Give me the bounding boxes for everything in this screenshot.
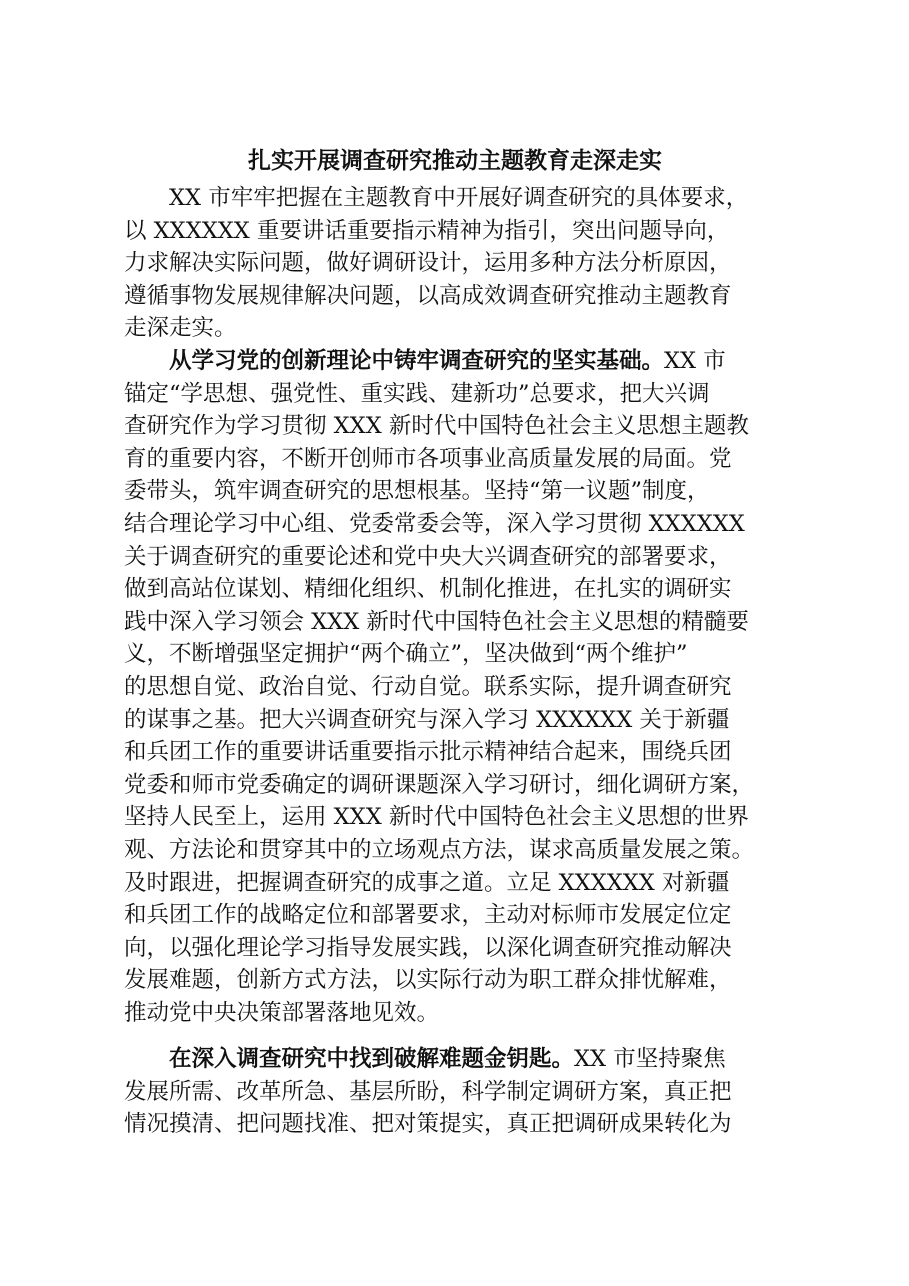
text-line: 关于调查研究的重要论述和党中央大兴调查研究的部署要求，: [124, 543, 732, 570]
text-line: 和兵团工作的重要讲话重要指示批示精神结合起来，围绕兵团: [124, 739, 732, 766]
text-line: 向，以强化理论学习指导发展实践，以深化调查研究推动解决: [124, 934, 732, 961]
paragraph-lead-heading: 从学习党的创新理论中铸牢调查研究的坚实基础。: [169, 348, 665, 374]
text-line: 以 XXXXXX 重要讲话重要指示精神为指引，突出问题导向，: [124, 217, 730, 244]
text-line: 查研究作为学习贯彻 XXX 新时代中国特色社会主义思想主题教: [124, 413, 749, 440]
document-title: 扎实开展调查研究推动主题教育走深走实: [248, 147, 662, 174]
text-line: 情况摸清、把问题找准、把对策提实，真正把调研成果转化为: [124, 1111, 732, 1138]
text-line: 推动党中央决策部署落地见效。: [124, 999, 440, 1026]
text-line: 的谋事之基。把大兴调查研究与深入学习 XXXXXX 关于新疆: [124, 706, 730, 733]
text-line: 做到高站位谋划、精细化组织、机制化推进，在扎实的调研实: [124, 576, 732, 603]
text-line: 锚定“学思想、强党性、重实践、建新功”总要求，把大兴调: [124, 380, 710, 407]
text-line: 遵循事物发展规律解决问题，以高成效调查研究推动主题教育: [124, 282, 732, 309]
paragraph-theory-foundation: [124, 345, 814, 1029]
text-run: XX 市: [664, 348, 726, 374]
text-line: 的思想自觉、政治自觉、行动自觉。联系实际，提升调查研究: [124, 673, 732, 700]
text-line: 发展所需、改革所急、基层所盼，科学制定调研方案，真正把: [124, 1078, 732, 1105]
paragraph-intro: [124, 182, 814, 345]
text-line: 力求解决实际问题，做好调研设计，运用多种方法分析原因，: [124, 250, 732, 277]
text-line: XX 市牢牢把握在主题教育中开展好调查研究的具体要求，: [169, 185, 749, 211]
text-line: 发展难题，创新方式方法，以实际行动为职工群众排忧解难，: [124, 967, 732, 994]
text-line: 党委和师市党委确定的调研课题深入学习研讨，细化调研方案，: [124, 771, 755, 798]
text-line: 观、方法论和贯穿其中的立场观点方法，谋求高质量发展之策。: [124, 836, 755, 863]
text-line: 践中深入学习领会 XXX 新时代中国特色社会主义思想的精髓要: [124, 608, 749, 635]
text-line: 坚持人民至上，运用 XXX 新时代中国特色社会主义思想的世界: [124, 804, 749, 831]
paragraph-lead-heading: 在深入调查研究中找到破解难题金钥匙。: [169, 1046, 575, 1072]
text-line: 结合理论学习中心组、党委常委会等，深入学习贯彻 XXXXXX: [124, 510, 745, 537]
text-run: XX 市坚持聚焦: [574, 1046, 726, 1072]
text-line: 及时跟进，把握调查研究的成事之道。立足 XXXXXX 对新疆: [124, 869, 730, 896]
text-line: [124, 1043, 814, 1076]
text-line: 委带头，筑牢调查研究的思想根基。坚持“第一议题”制度，: [124, 478, 710, 505]
text-line: 和兵团工作的战略定位和部署要求，主动对标师市发展定位定: [124, 902, 732, 929]
paragraph-research-solutions: [124, 1043, 814, 1141]
text-line: [124, 345, 814, 378]
text-line: 义，不断增强坚定拥护“两个确立”，坚决做到“两个维护”: [124, 641, 688, 668]
text-line: 育的重要内容，不断开创师市各项事业高质量发展的局面。党: [124, 445, 732, 472]
text-line: 走深走实。: [124, 315, 237, 342]
